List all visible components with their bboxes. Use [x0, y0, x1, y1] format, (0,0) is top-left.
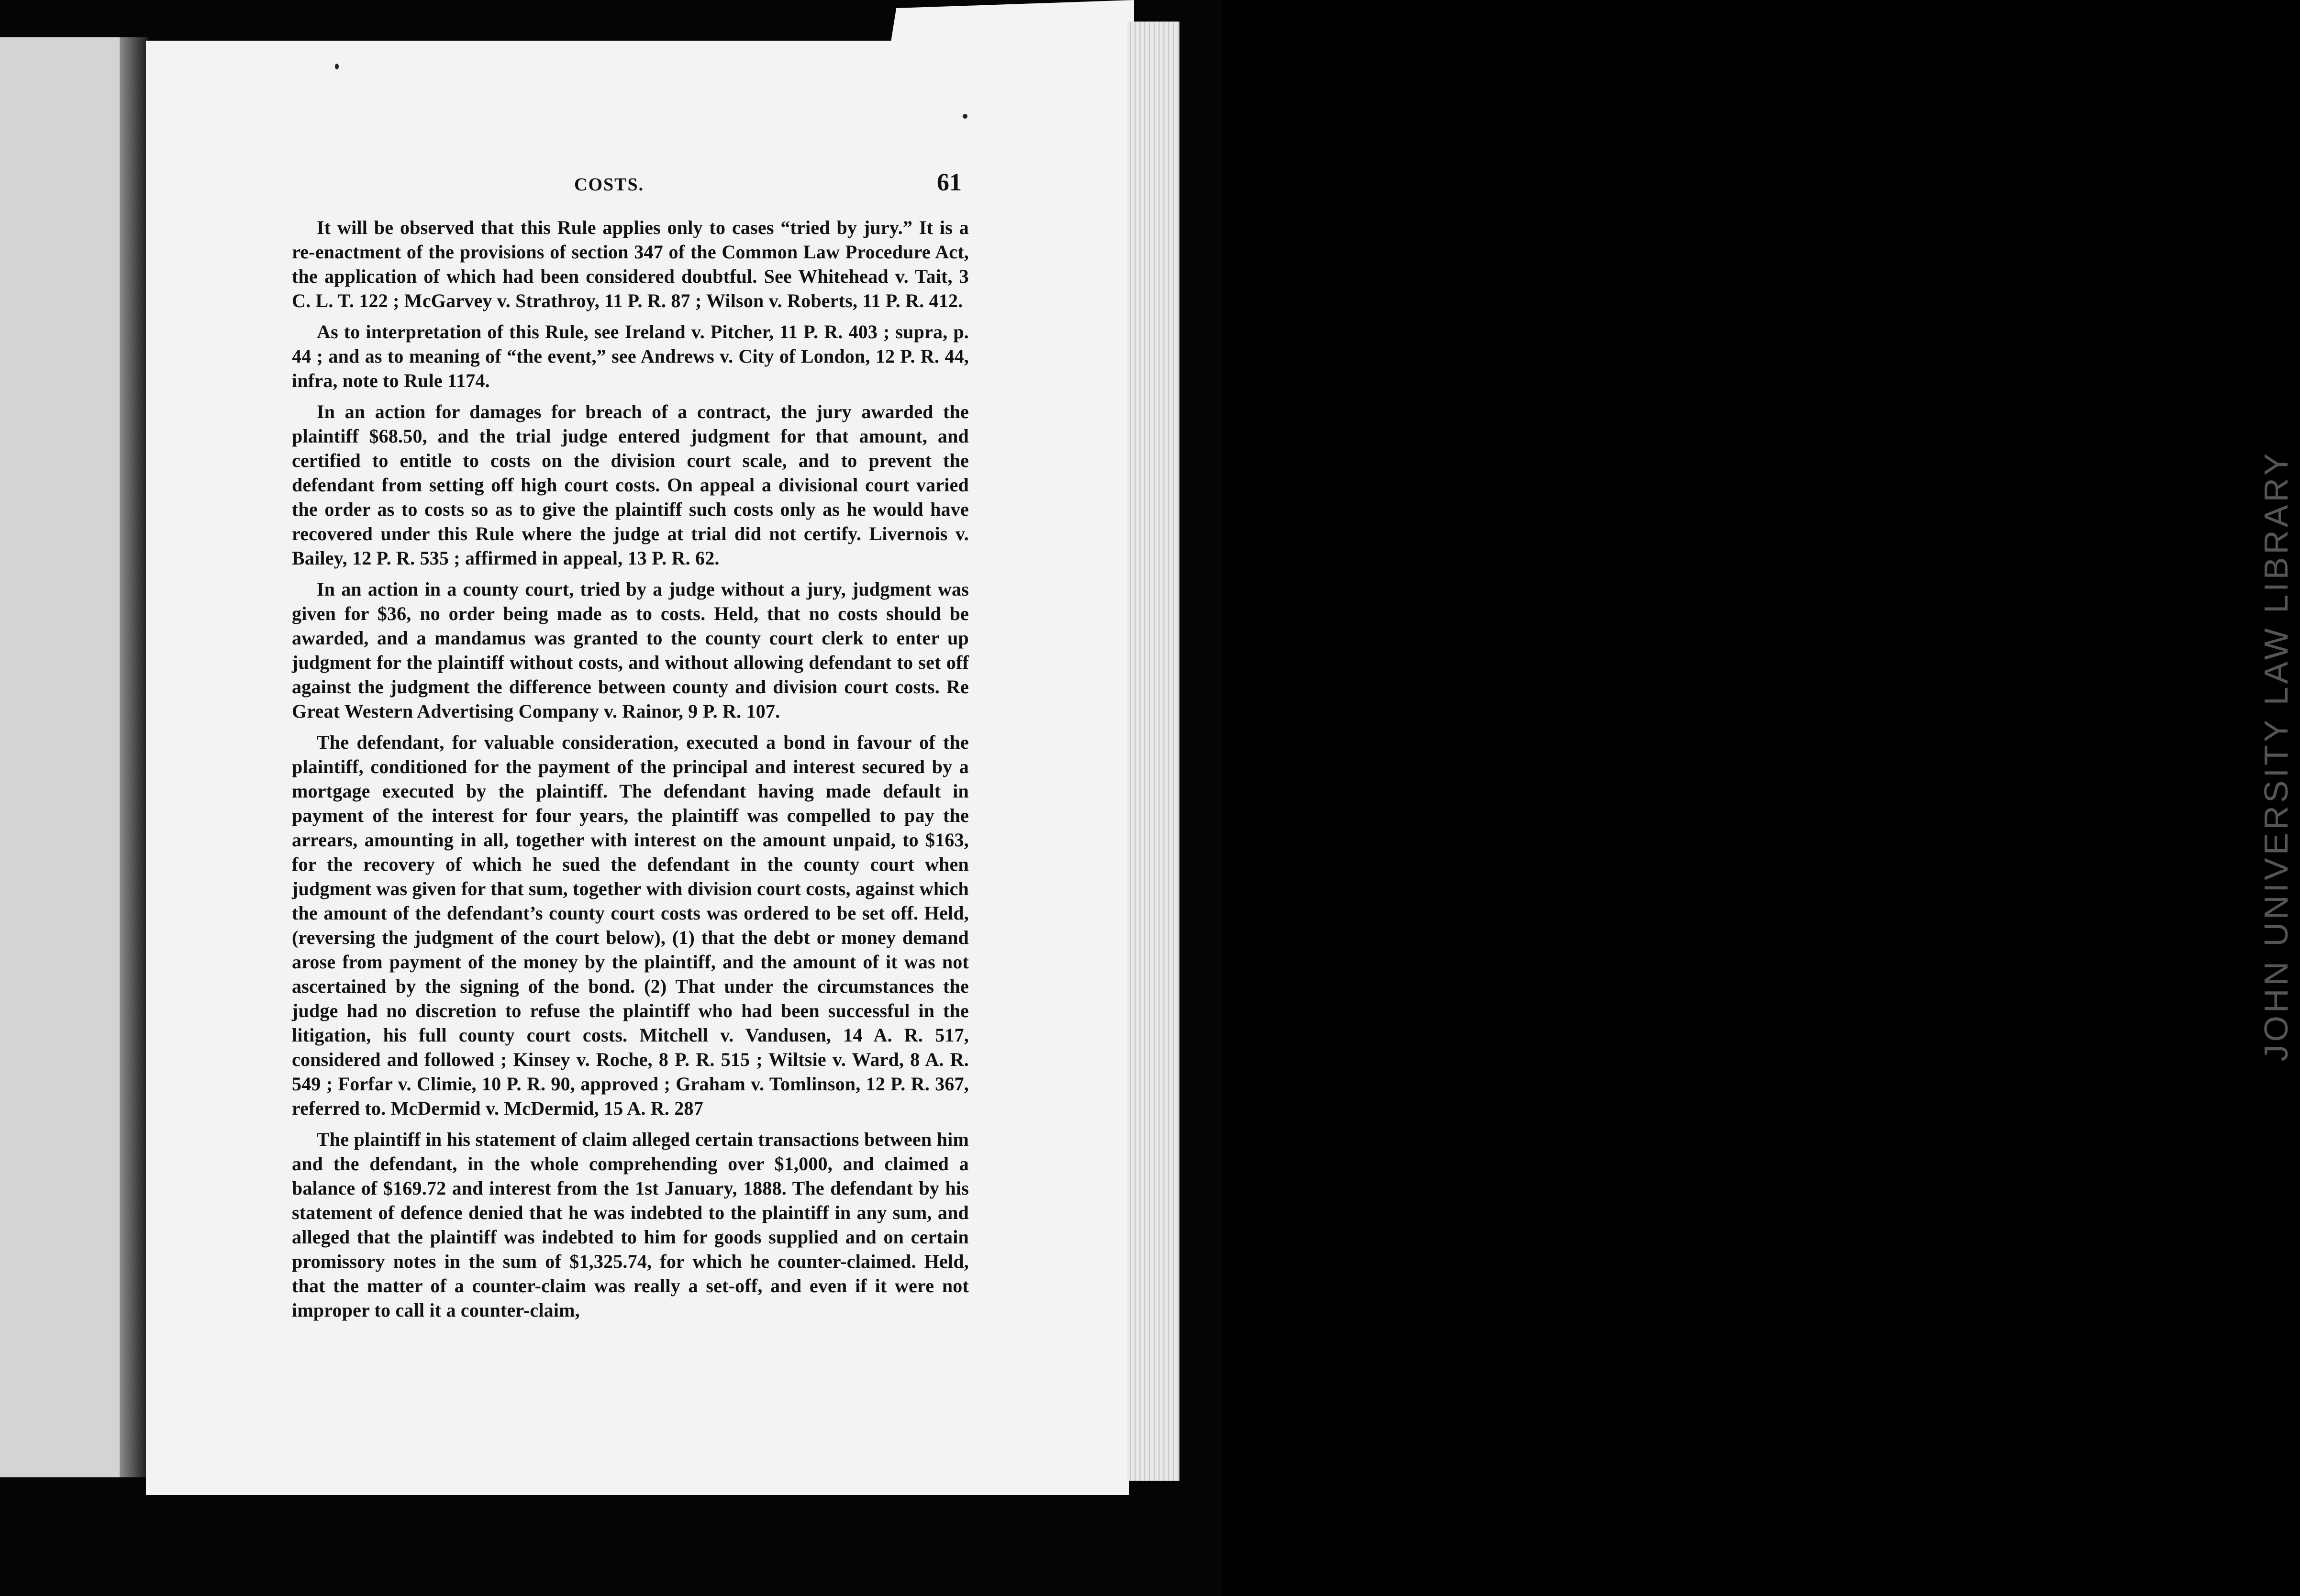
page-number: 61: [937, 169, 962, 196]
library-stamp: JOHN UNIVERSITY LAW LIBRARY: [2257, 450, 2295, 1062]
paragraph: The plaintiff in his statement of claim alleged certain transactions between him and the defendant, in the whole comprehending over $1,000, and claimed a balance of $169.72 and interest from the 1st January, 1888. The defendant by his statement of defence denied that he was indebted to the plaintiff in any sum, and alleged that the plaintiff was indebted to him for goods supplied and on certain promissory notes in the sum of $1,325.74, for which he counter-claimed. Held, that the matter of a counter-claim was really a set-off, and even if it were not improper to call it a counter-claim,: [292, 1129, 969, 1321]
previous-page: [0, 37, 123, 1477]
page-edges: [1127, 22, 2295, 1481]
page-header: [292, 168, 962, 202]
page-top-corner: [876, 0, 1134, 41]
paragraph: In an action for damages for breach of a contract, the jury awarded the plaintiff $68.50, and the trial judge entered judgment for that amount, and certified to entitle to costs on the division court scale, and to prevent the defendant from setting off high court costs. On appeal a divisional court varied the order as to costs so as to give the plaintiff such costs only as he would have recovered under this Rule where the judge at trial did not certify. Livernois v. Bailey, 12 P. R. 535 ; affirmed in appeal, 13 P. R. 62.: [292, 401, 969, 569]
paragraph: As to interpretation of this Rule, see Ireland v. Pitcher, 11 P. R. 403 ; supra, p. 44 ; and as to meaning of “the event,” see Andrews v. City of London, 12 P. R. 44, infra, note to Rule 1174.: [292, 321, 969, 391]
page-body: [292, 215, 969, 1329]
paragraph: The defendant, for valuable consideration, executed a bond in favour of the plaintiff, conditioned for the payment of the principal and interest secured by a mortgage executed by the plaintiff. The defendant having made default in payment of the interest for four years, the plaintiff was compelled to pay the arrears, amounting in all, together with interest on the amount unpaid, to $163, for the recovery of which he sued the defendant in the county court when judgment was given for that sum, together with division court costs, against which the amount of the defendant’s county court costs was ordered to be set off. Held, (reversing the judgment of the court below), (1) that the debt or money demand arose from payment of the money by the plaintiff, and the amount of it was not ascertained by the signing of the bond. (2) That under the circumstances the judge had no discretion to refuse the plaintiff who had been successful in the litigation, his full county court costs. Mitchell v. Vandusen, 14 A. R. 517, considered and followed ; Kinsey v. Roche, 8 P. R. 515 ; Wiltsie v. Ward, 8 A. R. 549 ; Forfar v. Climie, 10 P. R. 90, approved ; Graham v. Tomlinson, 12 P. R. 367, referred to. McDermid v. McDermid, 15 A. R. 287: [292, 732, 969, 1119]
gutter-shadow: [120, 37, 148, 1477]
speck: [963, 114, 967, 119]
running-title: COSTS.: [574, 175, 644, 195]
speck: [335, 64, 339, 69]
paragraph: It will be observed that this Rule applies only to cases “tried by jury.” It is a re-enactment of the provisions of section 347 of the Common Law Procedure Act, the application of which had been considered doubtful. See Whitehead v. Tait, 3 C. L. T. 122 ; McGarvey v. Strathroy, 11 P. R. 87 ; Wilson v. Roberts, 11 P. R. 412.: [292, 217, 969, 311]
paragraph: In an action in a county court, tried by a judge without a jury, judgment was given for $36, no order being made as to costs. Held, that no costs should be awarded, and a mandamus was granted to the county court clerk to enter up judgment for the plaintiff without costs, and without allowing defendant to set off against the judgment the difference between county and division court costs. Re Great Western Advertising Company v. Rainor, 9 P. R. 107.: [292, 578, 969, 722]
